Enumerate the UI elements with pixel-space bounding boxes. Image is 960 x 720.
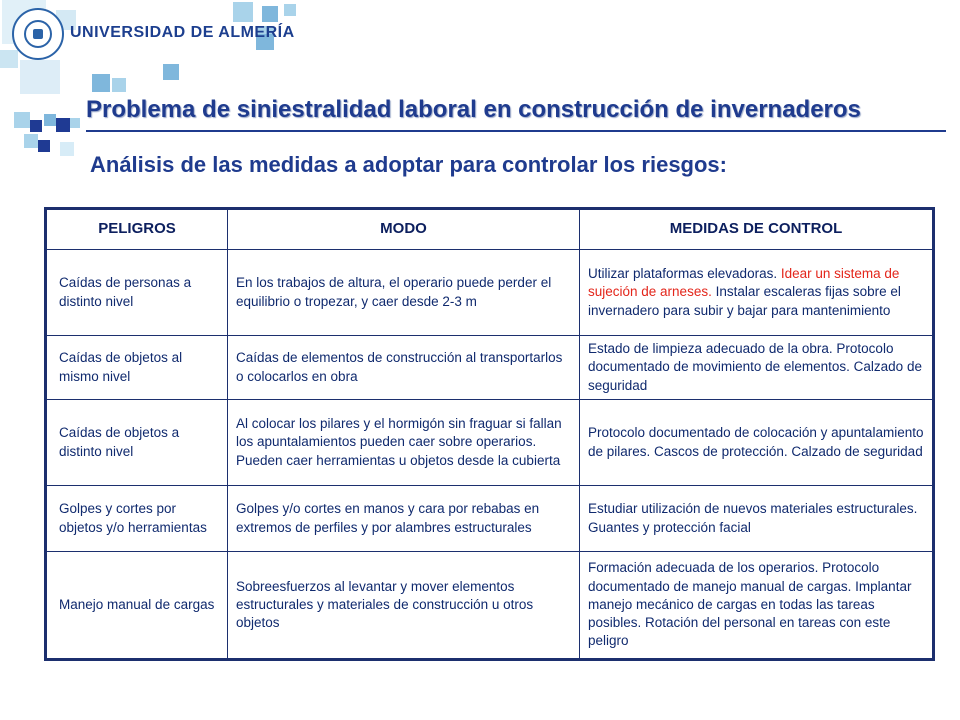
university-seal-icon [12,8,64,60]
decor-square [44,114,56,126]
cell-medidas: Protocolo documentado de colocación y apuntalamiento de pilares. Cascos de protección. Calzado de seguridad [580,400,934,486]
cell-peligro: Manejo manual de cargas [46,552,228,660]
decor-square [38,140,50,152]
table-row [46,400,934,486]
decor-square [112,78,126,92]
cell-peligro: Caídas de objetos al mismo nivel [46,336,228,400]
cell-modo: Sobreesfuerzos al levantar y mover elementos estructurales y materiales de construcción u otros objetos [228,552,580,660]
table-header-row [46,209,934,250]
cell-modo: Golpes y/o cortes en manos y cara por rebabas en extremos de perfiles y por alambres estructurales [228,486,580,552]
decor-square [14,112,30,128]
cell-medidas: Estudiar utilización de nuevos materiales estructurales. Guantes y protección facial [580,486,934,552]
table-row [46,486,934,552]
medidas-text: Utilizar plataformas elevadoras. [588,266,781,282]
cell-peligro: Caídas de personas a distinto nivel [46,250,228,336]
cell-medidas [580,250,934,336]
cell-modo: Al colocar los pilares y el hormigón sin fraguar si fallan los apuntalamientos pueden caer sobre operarios. Pueden caer herramientas u objetos desde la cubierta [228,400,580,486]
cell-medidas: Formación adecuada de los operarios. Protocolo documentado de manejo manual de cargas. Implantar manejo mecánico de cargas en todas las tareas posibles. Rotación del personal en tareas con este peligro [580,552,934,660]
decor-square [284,4,296,16]
decor-square [20,60,60,94]
header-modo: MODO [228,209,580,250]
cell-modo: En los trabajos de altura, el operario puede perder el equilibrio o tropezar, y caer desde 2-3 m [228,250,580,336]
header-peligros: PELIGROS [46,209,228,250]
table-row [46,552,934,660]
table-row [46,250,934,336]
decor-square [92,74,110,92]
decor-square [233,2,253,22]
cell-peligro: Caídas de objetos a distinto nivel [46,400,228,486]
cell-peligro: Golpes y cortes por objetos y/o herramientas [46,486,228,552]
decor-square [163,64,179,80]
header-medidas: MEDIDAS DE CONTROL [580,209,934,250]
page-title: Problema de siniestralidad laboral en construcción de invernaderos [86,96,861,123]
table-row [46,336,934,400]
page-subtitle: Análisis de las medidas a adoptar para controlar los riesgos: [90,152,727,177]
cell-medidas: Estado de limpieza adecuado de la obra. Protocolo documentado de movimiento de elementos. Calzado de seguridad [580,336,934,400]
risk-table [44,207,935,661]
medidas-text: Instalar escaleras fijas sobre el invernadero para subir y bajar para mantenimiento [588,284,901,318]
decor-square [60,142,74,156]
decor-square [56,118,70,132]
university-name: UNIVERSIDAD DE ALMERÍA [70,24,295,41]
decor-square [70,118,80,128]
cell-modo: Caídas de elementos de construcción al transportarlos o colocarlos en obra [228,336,580,400]
medidas-highlight: Idear un sistema de sujeción de arneses. [588,266,900,300]
decor-square [262,6,278,22]
decor-square [30,120,42,132]
decor-square [24,134,38,148]
decor-square [0,50,18,68]
title-underline [86,130,946,132]
